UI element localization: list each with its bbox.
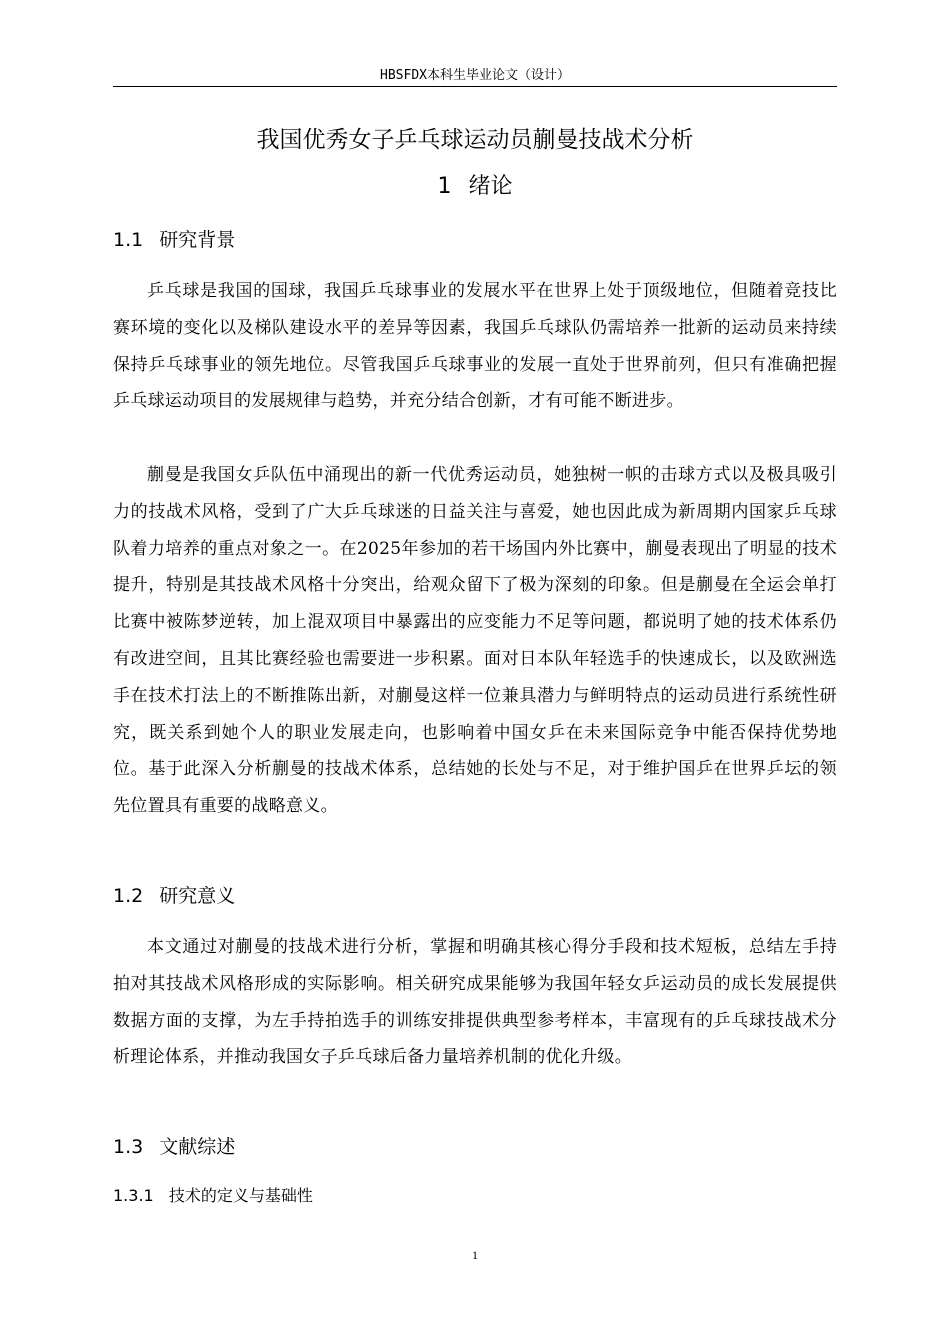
paper-title: 我国优秀女子乒乓球运动员蒯曼技战术分析: [256, 127, 694, 153]
section-title: 研究背景: [159, 229, 236, 251]
running-header: HBSFDX本科生毕业论文（设计）: [380, 68, 570, 83]
page-number: 1: [472, 1248, 478, 1262]
paragraph-significance: 本文通过对蒯曼的技战术进行分析，掌握和明确其核心得分手段和技术短板，总结左手持拍对其技战术风格形成的实际影响。相关研究成果能够为我国年轻女乒运动员的成长发展提供数据方面的支撑，为左手持拍选手的训练安排提供典型参考样本，丰富现有的乒乓球技战术分析理论体系，并推动我国女子乒乓球后备力量培养机制的优化升级。: [113, 937, 837, 1068]
subsection-heading-1-3-1: [113, 1184, 313, 1208]
section-title: 文献综述: [159, 1136, 236, 1158]
subsection-title: 技术的定义与基础性: [168, 1186, 313, 1205]
header-rule: [113, 86, 837, 87]
section-number: 1.3: [113, 1136, 144, 1158]
section-heading-1-3: [113, 1133, 235, 1161]
paragraph-background-1: 乒乓球是我国的国球，我国乒乓球事业的发展水平在世界上处于顶级地位，但随着竞技比赛环境的变化以及梯队建设水平的差异等因素，我国乒乓球队仍需培养一批新的运动员来持续保持乒乓球事业的领先地位。尽管我国乒乓球事业的发展一直处于世界前列，但只有准确把握乒乓球运动项目的发展规律与趋势，并充分结合创新，才有可能不断进步。: [113, 281, 837, 412]
paragraph-background-2: 蒯曼是我国女乒队伍中涌现出的新一代优秀运动员，她独树一帜的击球方式以及极具吸引力的技战术风格，受到了广大乒乓球迷的日益关注与喜爱，她也因此成为新周期内国家乒乓球队着力培养的重点对象之一。在2025年参加的若干场国内外比赛中，蒯曼表现出了明显的技术提升，特别是其技战术风格十分突出，给观众留下了极为深刻的印象。但是蒯曼在全运会单打比赛中被陈梦逆转，加上混双项目中暴露出的应变能力不足等问题，都说明了她的技术体系仍有改进空间，且其比赛经验也需要进一步积累。面对日本队年轻选手的快速成长，以及欧洲选手在技术打法上的不断推陈出新，对蒯曼这样一位兼具潜力与鲜明特点的运动员进行系统性研究，既关系到她个人的职业发展走向，也影响着中国女乒在未来国际竞争中能否保持优势地位。基于此深入分析蒯曼的技战术体系，总结她的长处与不足，对于维护国乒在世界乒坛的领先位置具有重要的战略意义。: [113, 465, 837, 817]
section-number: 1.2: [113, 885, 144, 907]
subsection-number: 1.3.1: [113, 1186, 154, 1205]
section-heading-1-2: [113, 882, 235, 910]
chapter-title: 绪论: [468, 174, 513, 199]
chapter-heading: [113, 171, 837, 203]
section-title: 研究意义: [159, 885, 236, 907]
chapter-number: 1: [437, 174, 452, 199]
section-number: 1.1: [113, 229, 144, 251]
section-heading-1-1: [113, 226, 235, 254]
